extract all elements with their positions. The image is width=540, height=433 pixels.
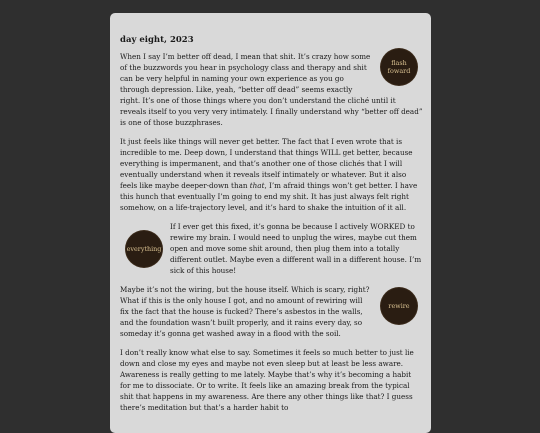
paragraph-1: When I say I’m better off dead, I mean that shit. It’s crazy how some of the buzzwords you hear in psychology class and therapy and shit can be very helpful in naming your own experience as you go through depression. Like, yeah, “better off dead” seems exactly right. It’s one of those things where you don’t understand the cliché until it reveals itself to you very very intimately. I finally understand why “better off dead” is one of those buzzphrases.	[120, 52, 423, 127]
entry-title: day eight, 2023	[120, 35, 194, 45]
journal-entry	[120, 35, 423, 421]
everything-link[interactable]	[126, 231, 162, 267]
journal-page	[110, 13, 431, 433]
paragraph-2-part-2: , I’m afraid things won’t get better. I have this hunch that eventually I’m going to end my shit. It has just always felt right somehow, on a life-trajectory level, and it’s hard to shake the intuition of it all.	[120, 181, 418, 212]
everything-label: everything	[126, 245, 162, 253]
paragraph-2-emphasis: that	[249, 181, 265, 190]
flash-forward-label: flash foward	[387, 59, 411, 75]
rewire-label: rewire	[388, 302, 410, 310]
paragraph-2-part-1: It just feels like things will never get better. The fact that I even wrote that is incredible to me. Deep down, I understand that things WILL get better, because everything is impermanent, and that’s another one of those clichés that I will eventually understand when it reveals itself intimately or whatever. But it also feels like maybe deeper-down than	[120, 137, 413, 190]
rewire-link[interactable]	[381, 288, 417, 324]
flash-forward-link[interactable]	[381, 49, 417, 85]
paragraph-3: If I ever get this fixed, it’s gonna be because I actively WORKED to rewire my brain. I would need to unplug the wires, maybe cut them open and move some shit around, then plug them into a totally different outlet. Maybe even a different wall in a different house. I’m sick of this house!	[170, 222, 422, 275]
paragraph-4: Maybe it’s not the wiring, but the house itself. Which is scary, right? What if this is the only house I got, and no amount of rewiring will fix the fact that the house is fucked? There’s asbestos in the walls, and the foundation wasn’t built properly, and it rains every day, so someday it’s gonna get washed away in a flood with the soil.	[120, 285, 370, 338]
paragraph-2	[120, 136, 423, 213]
paragraph-5: I don’t really know what else to say. Sometimes it feels so much better to just lie down and close my eyes and maybe not even sleep but at least be less aware. Awareness is really getting to me lately. Maybe that’s why it’s becoming a habit for me to dissociate. Or to write. It feels like an amazing break from the typical shit that happens in my awareness. Are there any other things like that? I guess there’s meditation but that’s a harder habit to	[120, 348, 414, 412]
